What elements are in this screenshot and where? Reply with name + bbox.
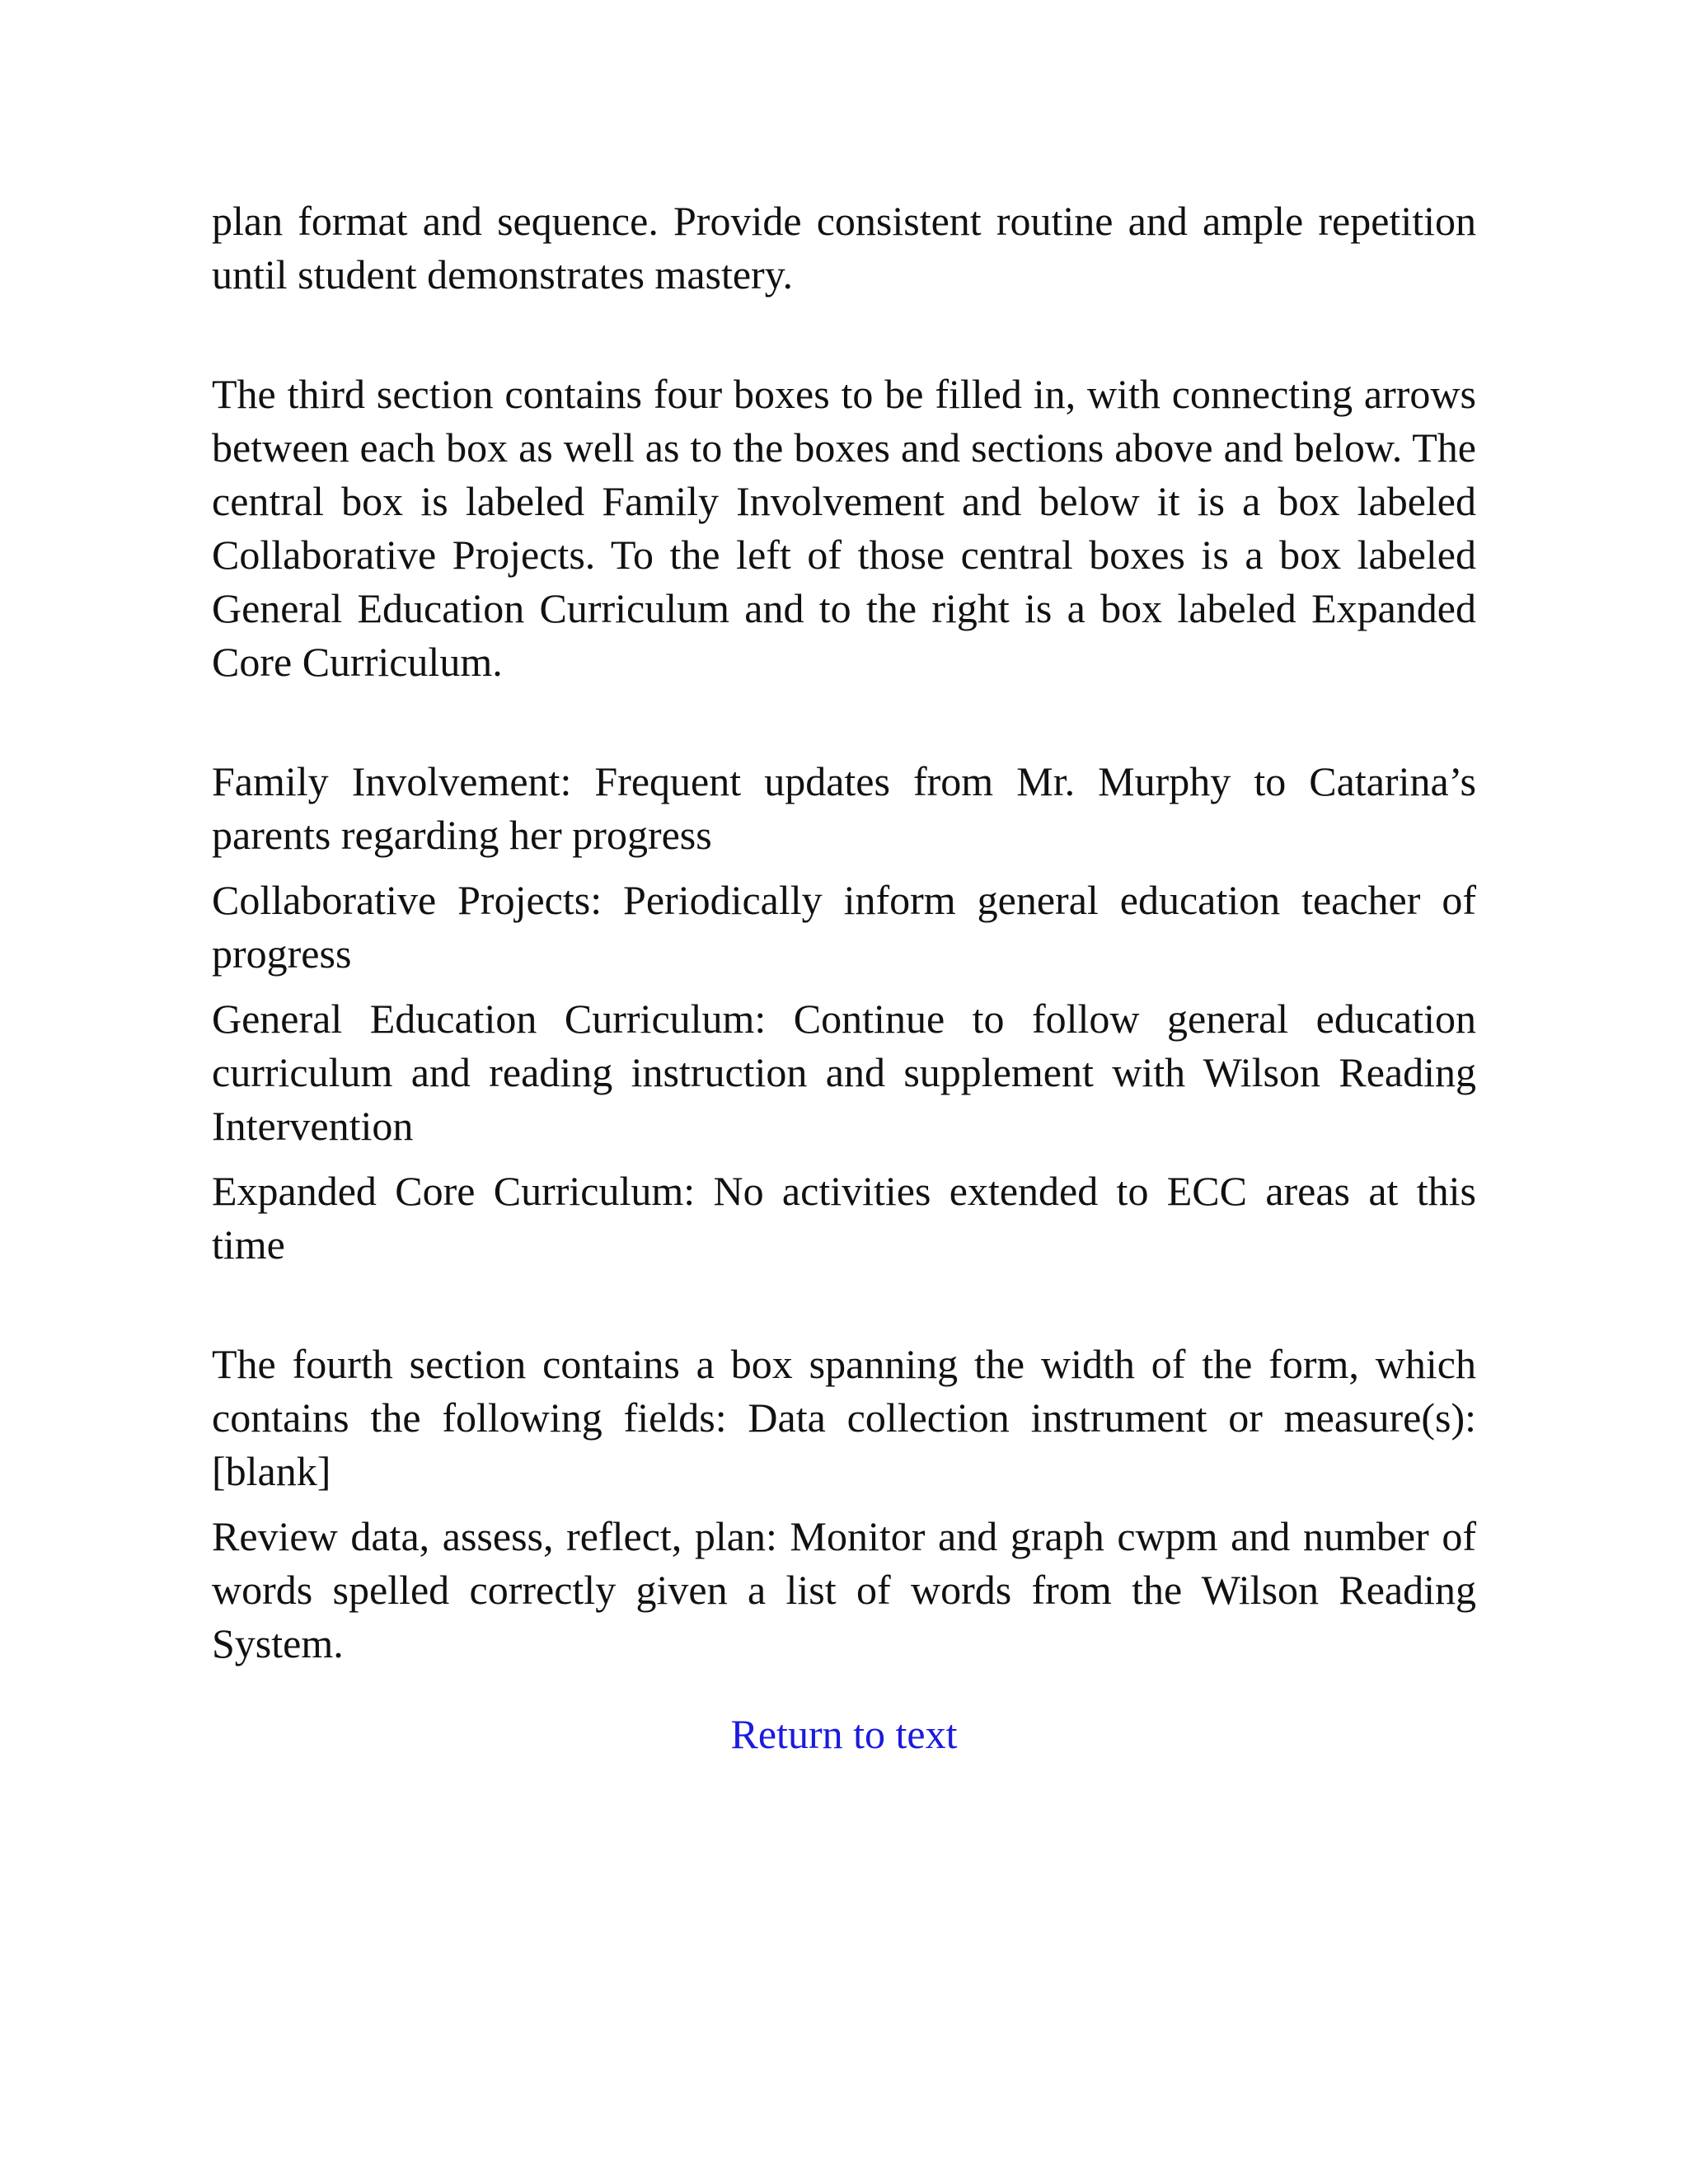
family-involvement-entry: Family Involvement: Frequent updates from Mr. Murphy to Catarina’s parents regarding her progress [212,758,1476,858]
intro-paragraph: plan format and sequence. Provide consistent routine and ample repetition until student demonstrates mastery. [212,198,1476,298]
document-page [212,194,1476,1761]
return-link-container [212,1708,1476,1761]
fourth-section-description: The fourth section contains a box spanning the width of the form, which contains the following fields: Data collection instrument or measure(s): [blank] [212,1341,1476,1494]
return-to-text-link[interactable]: Return to text [730,1711,958,1757]
general-education-entry: General Education Curriculum: Continue to follow general education curriculum and reading instruction and supplement with Wilson Reading Intervention [212,996,1476,1149]
collaborative-projects-entry: Collaborative Projects: Periodically inform general education teacher of progress [212,877,1476,977]
expanded-core-entry: Expanded Core Curriculum: No activities extended to ECC areas at this time [212,1168,1476,1268]
third-section-description: The third section contains four boxes to be filled in, with connecting arrows between each box as well as to the boxes and sections above and below. The central box is labeled Family Involvement and below it is a box labeled Collaborative Projects. To the left of those central boxes is a box labeled General Education Curriculum and to the right is a box labeled Expanded Core Curriculum. [212,371,1476,685]
review-data-entry: Review data, assess, reflect, plan: Monitor and graph cwpm and number of words spelled correctly given a list of words from the Wilson Reading System. [212,1513,1476,1666]
